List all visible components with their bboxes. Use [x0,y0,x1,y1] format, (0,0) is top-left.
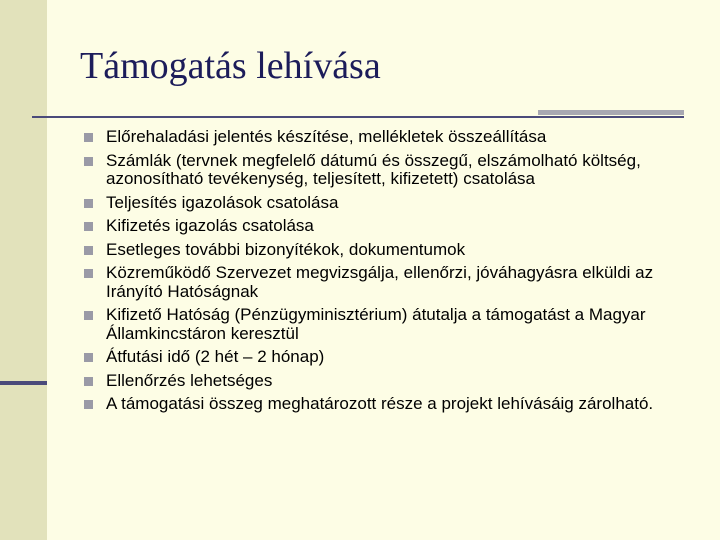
square-bullet-icon [84,377,93,386]
bullet-text: Átfutási idő (2 hét – 2 hónap) [106,347,325,366]
square-bullet-icon [84,269,93,278]
title-rule-accent [538,110,684,115]
bullet-item [84,348,684,367]
square-bullet-icon [84,400,93,409]
bullet-text: Kifizető Hatóság (Pénzügyminisztérium) átutalja a támogatást a Magyar Államkincstáron keresztül [106,305,646,343]
bullet-item [84,152,684,189]
bullet-item [84,372,684,391]
bullet-item [84,264,684,301]
bullet-item [84,395,684,414]
bullet-text: Esetleges további bizonyítékok, dokumentumok [106,239,466,259]
square-bullet-icon [84,311,93,320]
bullet-item [84,194,684,213]
square-bullet-icon [84,133,93,142]
square-bullet-icon [84,199,93,208]
bullet-text: Számlák (tervnek megfelelő dátumú és összegű, elszámolható költség, azonosítható tevékenység, teljesített, kifizetett) csatolása [106,150,641,188]
bullet-text: Közreműködő Szervezet megvizsgálja, ellenőrzi, jóváhagyásra elküldi az Irányító Hatóságnak [106,263,654,301]
bullet-list [84,128,684,419]
bullet-text: Ellenőrzés lehetséges [106,370,273,390]
slide-title: Támogatás lehívása [80,45,381,87]
bullet-item [84,306,684,343]
bullet-item [84,241,684,260]
bullet-text: Előrehaladási jelentés készítése, mellékletek összeállítása [106,127,547,146]
left-decor-band [0,0,47,540]
bullet-text: Teljesítés igazolások csatolása [106,192,339,212]
left-accent-bar [0,381,47,385]
bullet-text: Kifizetés igazolás csatolása [106,216,314,235]
bullet-item [84,128,684,147]
bullet-item [84,217,684,236]
square-bullet-icon [84,246,93,255]
bullet-text: A támogatási összeg meghatározott része a projekt lehívásáig zárolható. [106,394,654,413]
square-bullet-icon [84,353,93,362]
square-bullet-icon [84,222,93,231]
square-bullet-icon [84,157,93,166]
title-rule [32,116,684,118]
